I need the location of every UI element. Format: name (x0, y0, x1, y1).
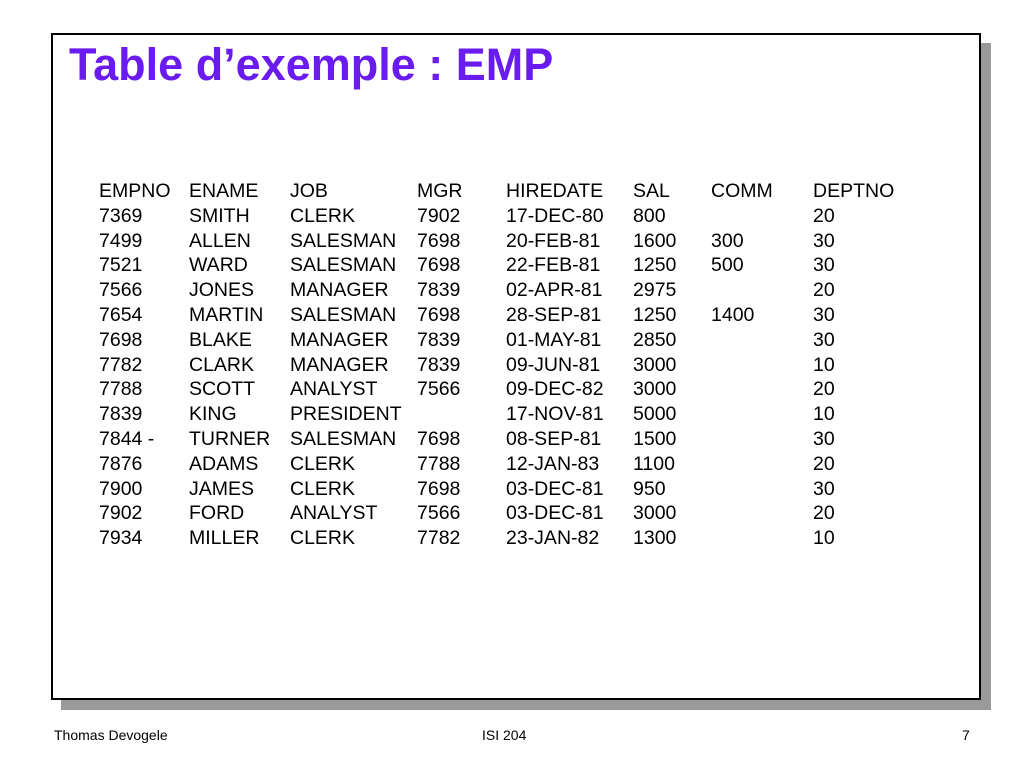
cell-hiredate: 28-SEP-81 (506, 303, 602, 326)
cell-mgr: 7902 (417, 204, 461, 227)
cell-sal: 2975 (633, 279, 677, 302)
cell-comm (711, 278, 813, 303)
cell-job: MANAGER (290, 328, 389, 351)
table-row (99, 427, 913, 452)
cell-job: CLERK (290, 204, 356, 227)
cell-mgr: 7839 (417, 353, 461, 376)
cell-mgr: 7698 (417, 254, 461, 277)
table-row (99, 204, 913, 229)
cell-job: SALESMAN (290, 303, 397, 326)
cell-comm (711, 477, 813, 502)
column-header-empno: EMPNO (99, 180, 171, 202)
cell-empno: 7369 (99, 204, 143, 227)
cell-sal: 800 (633, 204, 666, 227)
cell-deptno: 20 (813, 204, 835, 227)
cell-deptno: 30 (813, 229, 835, 252)
cell-deptno: 10 (813, 353, 835, 376)
cell-hiredate: 12-JAN-83 (506, 452, 600, 475)
cell-ename: TURNER (189, 427, 271, 450)
cell-mgr: 7698 (417, 477, 461, 500)
column-header-job: JOB (290, 180, 328, 202)
table-row (99, 501, 913, 526)
column-header-hiredate: HIREDATE (506, 180, 604, 202)
cell-deptno: 20 (813, 452, 835, 475)
footer-course: ISI 204 (482, 727, 527, 743)
cell-ename: JONES (189, 279, 255, 302)
cell-mgr: 7782 (417, 527, 461, 550)
cell-deptno: 10 (813, 403, 835, 426)
cell-deptno: 30 (813, 427, 835, 450)
cell-empno: 7902 (99, 502, 143, 525)
cell-sal: 1250 (633, 303, 677, 326)
table-row (99, 229, 913, 254)
cell-hiredate: 09-JUN-81 (506, 353, 601, 376)
cell-deptno: 30 (813, 328, 835, 351)
cell-sal: 5000 (633, 403, 677, 426)
table-header-row (99, 179, 913, 204)
cell-ename: FORD (189, 502, 245, 525)
cell-hiredate: 08-SEP-81 (506, 427, 602, 450)
cell-comm (711, 427, 813, 452)
cell-hiredate: 09-DEC-82 (506, 378, 604, 401)
table-row (99, 253, 913, 278)
column-header-deptno: DEPTNO (813, 180, 895, 202)
table-row (99, 353, 913, 378)
cell-empno: 7934 (99, 527, 143, 550)
cell-comm (711, 402, 813, 427)
cell-empno: 7788 (99, 378, 143, 401)
cell-deptno: 30 (813, 254, 835, 277)
table-row (99, 402, 913, 427)
cell-sal: 1600 (633, 229, 677, 252)
cell-empno: 7521 (99, 254, 143, 277)
table-row (99, 377, 913, 402)
cell-mgr: 7698 (417, 303, 461, 326)
cell-empno: 7566 (99, 279, 143, 302)
cell-comm (711, 452, 813, 477)
cell-deptno: 20 (813, 378, 835, 401)
cell-deptno: 20 (813, 502, 835, 525)
cell-empno: 7782 (99, 353, 143, 376)
content-frame (51, 33, 981, 700)
cell-deptno: 30 (813, 477, 835, 500)
table-row (99, 526, 913, 551)
column-header-mgr: MGR (417, 180, 463, 202)
cell-ename: ALLEN (189, 229, 251, 252)
cell-empno: 7654 (99, 303, 143, 326)
cell-job: ANALYST (290, 378, 378, 401)
cell-hiredate: 01-MAY-81 (506, 328, 602, 351)
cell-job: MANAGER (290, 353, 389, 376)
table-row (99, 452, 913, 477)
cell-sal: 1250 (633, 254, 677, 277)
cell-mgr: 7698 (417, 427, 461, 450)
cell-sal: 3000 (633, 378, 677, 401)
cell-empno: 7839 (99, 403, 143, 426)
footer-author: Thomas Devogele (54, 727, 168, 743)
cell-sal: 2850 (633, 328, 677, 351)
cell-mgr: 7566 (417, 502, 461, 525)
cell-empno: 7900 (99, 477, 143, 500)
cell-job: SALESMAN (290, 427, 397, 450)
cell-ename: SMITH (189, 204, 250, 227)
cell-job: SALESMAN (290, 254, 397, 277)
cell-deptno: 20 (813, 279, 835, 302)
cell-ename: MILLER (189, 527, 260, 550)
cell-hiredate: 23-JAN-82 (506, 527, 600, 550)
cell-hiredate: 20-FEB-81 (506, 229, 601, 252)
cell-hiredate: 17-DEC-80 (506, 204, 604, 227)
cell-job: ANALYST (290, 502, 378, 525)
cell-ename: ADAMS (189, 452, 259, 475)
cell-job: CLERK (290, 527, 356, 550)
table-row (99, 477, 913, 502)
cell-empno: 7876 (99, 452, 143, 475)
cell-deptno: 30 (813, 303, 835, 326)
cell-job: CLERK (290, 452, 356, 475)
table-row (99, 278, 913, 303)
column-header-comm: COMM (711, 180, 773, 202)
cell-sal: 1500 (633, 427, 677, 450)
cell-sal: 1300 (633, 527, 677, 550)
cell-mgr (417, 402, 506, 427)
cell-hiredate: 03-DEC-81 (506, 502, 604, 525)
cell-ename: SCOTT (189, 378, 256, 401)
cell-job: PRESIDENT (290, 403, 402, 426)
footer-page-number: 7 (962, 727, 970, 743)
cell-comm (711, 328, 813, 353)
cell-comm (711, 526, 813, 551)
cell-sal: 3000 (633, 502, 677, 525)
cell-hiredate: 22-FEB-81 (506, 254, 601, 277)
cell-empno: 7499 (99, 229, 143, 252)
cell-ename: WARD (189, 254, 248, 277)
cell-mgr: 7788 (417, 452, 461, 475)
cell-job: MANAGER (290, 279, 389, 302)
slide-title: Table d’exemple : EMP (69, 39, 554, 90)
cell-hiredate: 17-NOV-81 (506, 403, 604, 426)
cell-mgr: 7839 (417, 279, 461, 302)
cell-sal: 1100 (633, 452, 675, 475)
cell-sal: 950 (633, 477, 666, 500)
cell-mgr: 7566 (417, 378, 461, 401)
table-row (99, 303, 913, 328)
cell-sal: 3000 (633, 353, 677, 376)
cell-hiredate: 03-DEC-81 (506, 477, 604, 500)
emp-table (99, 179, 913, 551)
cell-ename: JAMES (189, 477, 255, 500)
cell-job: CLERK (290, 477, 356, 500)
cell-mgr: 7698 (417, 229, 461, 252)
column-header-ename: ENAME (189, 180, 259, 202)
column-header-sal: SAL (633, 180, 670, 202)
cell-comm: 500 (711, 254, 744, 277)
cell-comm (711, 501, 813, 526)
cell-comm (711, 204, 813, 229)
cell-comm (711, 377, 813, 402)
cell-mgr: 7839 (417, 328, 461, 351)
cell-hiredate: 02-APR-81 (506, 279, 603, 302)
cell-comm (711, 353, 813, 378)
cell-ename: KING (189, 403, 237, 426)
cell-ename: BLAKE (189, 328, 252, 351)
cell-empno: 7698 (99, 328, 143, 351)
cell-deptno: 10 (813, 527, 835, 550)
cell-comm: 300 (711, 229, 744, 252)
cell-job: SALESMAN (290, 229, 397, 252)
table-row (99, 328, 913, 353)
cell-comm: 1400 (711, 303, 755, 326)
cell-ename: MARTIN (189, 303, 264, 326)
table-body (99, 204, 913, 551)
cell-ename: CLARK (189, 353, 255, 376)
cell-empno: 7844 - (99, 427, 155, 450)
